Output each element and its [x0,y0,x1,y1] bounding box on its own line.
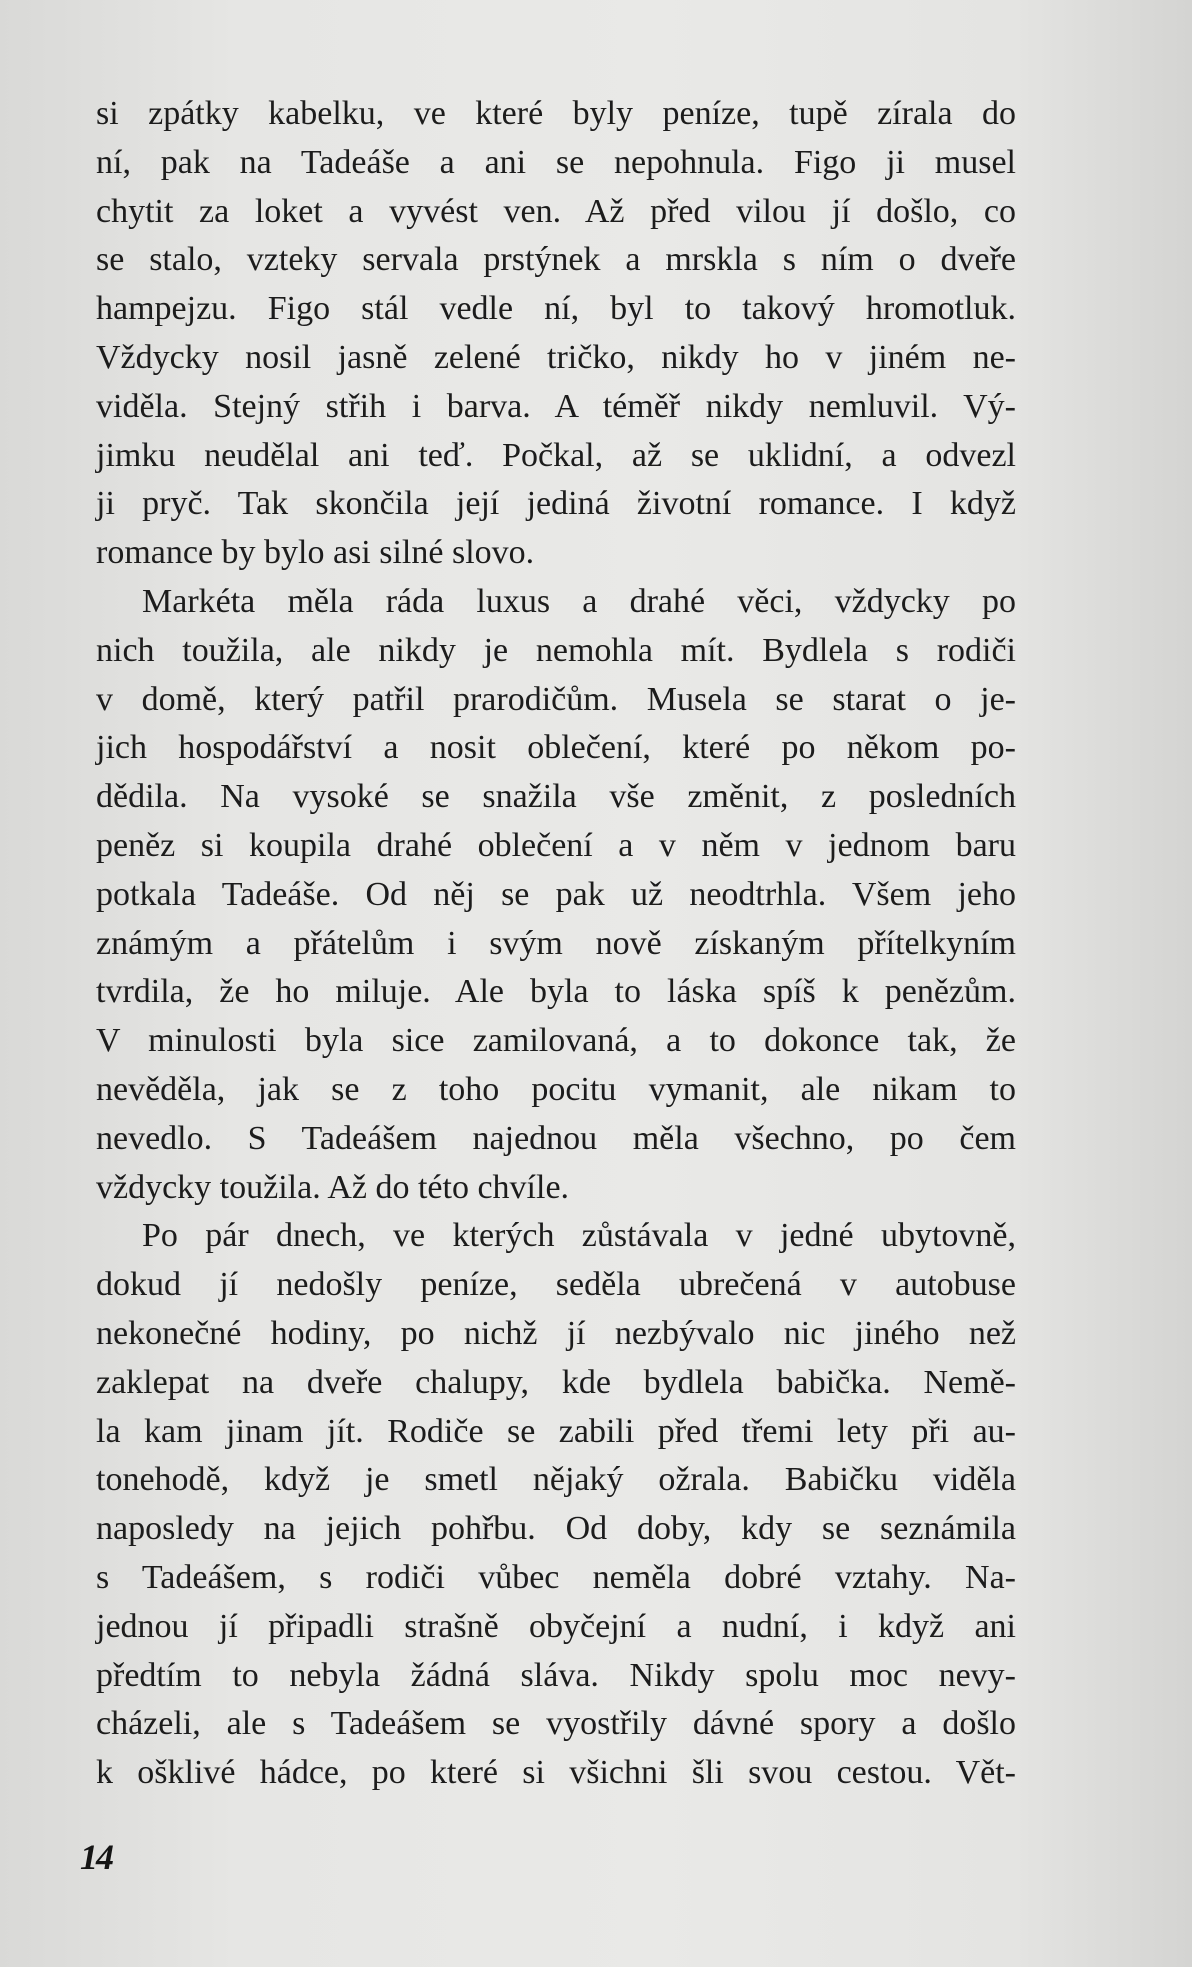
text-line: chytit za loket a vyvést ven. Až před vilou jí došlo, co [96,192,1016,230]
text-line: tonehodě, když je smetl nějaký ožrala. Babičku viděla [96,1461,1016,1499]
page-number: 14 [80,1837,112,1877]
text-line: ní, pak na Tadeáše a ani se nepohnula. Figo ji musel [96,143,1016,181]
text-line: vždycky toužila. Až do této chvíle. [96,1168,570,1206]
paragraph-1 [96,90,1016,578]
text-line: se stalo, vzteky servala prstýnek a mrskla s ním o dveře [96,241,1016,279]
text-line: předtím to nebyla žádná sláva. Nikdy spolu moc nevy- [96,1656,1016,1694]
body-text [96,90,1016,1798]
text-line: Markéta měla ráda luxus a drahé věci, vždycky po [142,582,1016,620]
text-line: k ošklivé hádce, po které si všichni šli svou cestou. Vět- [96,1754,1016,1792]
text-line: peněz si koupila drahé oblečení a v něm v jednom baru [96,826,1016,864]
text-line: s Tadeášem, s rodiči vůbec neměla dobré vztahy. Na- [96,1558,1016,1596]
text-line: V minulosti byla sice zamilovaná, a to dokonce tak, že [96,1022,1016,1060]
text-line: jimku neudělal ani teď. Počkal, až se uklidní, a odvezl [96,436,1016,474]
text-line: Vždycky nosil jasně zelené tričko, nikdy ho v jiném ne- [96,338,1016,376]
text-line: tvrdila, že ho miluje. Ale byla to láska spíš k penězům. [96,973,1016,1011]
text-line: naposledy na jejich pohřbu. Od doby, kdy se seznámila [96,1510,1016,1548]
paragraph-2 [96,578,1016,1212]
text-line: nekonečné hodiny, po nichž jí nezbývalo nic jiného než [96,1314,1016,1352]
text-line: ji pryč. Tak skončila její jediná životní romance. I když [96,485,1016,523]
text-line: známým a přátelům i svým nově získaným přítelkyním [96,924,1016,962]
text-line: nevedlo. S Tadeášem najednou měla všechno, po čem [96,1119,1016,1157]
text-line: cházeli, ale s Tadeášem se vyostřily dávné spory a došlo [96,1705,1016,1743]
text-line: la kam jinam jít. Rodiče se zabili před třemi lety při au- [96,1412,1016,1450]
text-line: nevěděla, jak se z toho pocitu vymanit, ale nikam to [96,1070,1016,1108]
text-line: potkala Tadeáše. Od něj se pak už neodtrhla. Všem jeho [96,875,1016,913]
text-line: viděla. Stejný střih i barva. A téměř nikdy nemluvil. Vý- [96,387,1016,425]
text-line: romance by bylo asi silné slovo. [96,534,535,572]
text-line: si zpátky kabelku, ve které byly peníze, tupě zírala do [96,95,1016,132]
text-line: nich toužila, ale nikdy je nemohla mít. Bydlela s rodiči [96,631,1016,669]
text-line: dokud jí nedošly peníze, seděla ubrečená v autobuse [96,1266,1016,1304]
text-line: zaklepat na dveře chalupy, kde bydlela babička. Nemě- [96,1363,1016,1401]
text-line: Po pár dnech, ve kterých zůstávala v jedné ubytovně, [142,1217,1016,1255]
text-line: dědila. Na vysoké se snažila vše změnit, z posledních [96,778,1016,816]
text-line: hampejzu. Figo stál vedle ní, byl to takový hromotluk. [96,290,1016,328]
paragraph-3 [96,1212,1016,1798]
text-line: jednou jí připadli strašně obyčejní a nudní, i když ani [96,1607,1016,1645]
text-line: v domě, který patřil prarodičům. Musela se starat o je- [96,680,1016,718]
text-line: jich hospodářství a nosit oblečení, které po někom po- [96,729,1016,767]
